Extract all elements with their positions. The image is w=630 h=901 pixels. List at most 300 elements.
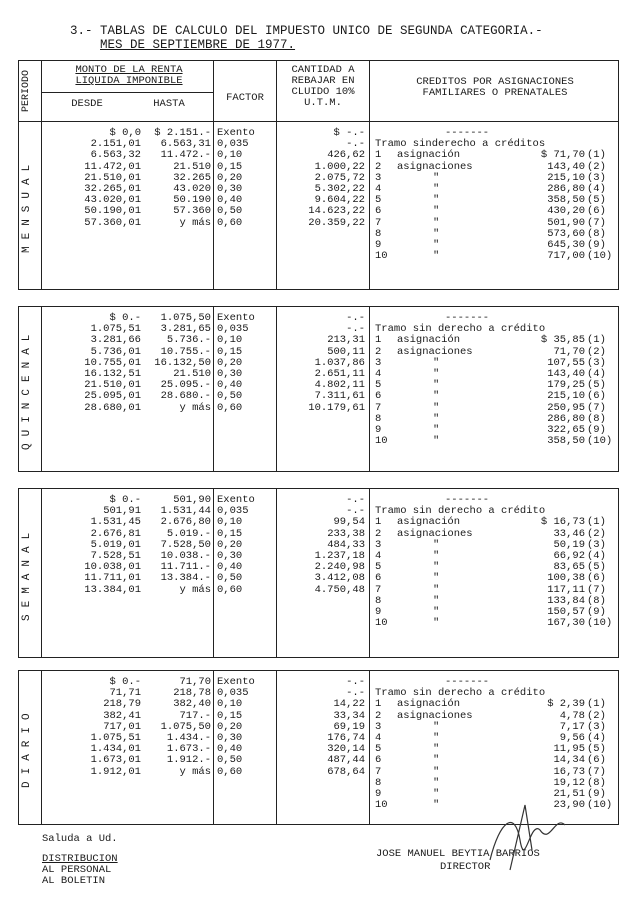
credit-word: " (433, 606, 440, 618)
credit-word: asignaciones (397, 345, 473, 358)
credit-amount: 9,56 (559, 732, 585, 744)
hasta-cell: 7.528,50 (160, 538, 211, 551)
credit-word: " (433, 379, 440, 392)
credit-count: 2 (375, 709, 382, 722)
credit-index: (8) (587, 227, 606, 240)
cantidad-cell: 1.037,86 (314, 356, 365, 369)
desde-cell: 16.132,51 (84, 368, 141, 380)
distribution-line-1: AL PERSONAL (42, 864, 112, 876)
credit-index: (8) (587, 412, 606, 425)
cantidad-cell: 500,11 (327, 345, 365, 358)
factor-cell: 0,60 (217, 216, 243, 229)
section-quincenal (18, 306, 619, 472)
credit-word: " (433, 171, 440, 184)
credit-word: " (433, 401, 440, 414)
credit-count: 1 (375, 516, 382, 529)
hasta-cell: 32.265 (173, 171, 211, 184)
credit-index: (1) (587, 334, 606, 347)
hasta-cell: 5.736.- (166, 334, 211, 347)
credit-count: 7 (375, 401, 382, 414)
credit-count: 8 (375, 776, 382, 789)
hasta-cell: 1.434.- (166, 732, 211, 744)
credit-word: " (433, 799, 440, 812)
desde-cell: 501,91 (103, 505, 141, 518)
desde-cell: $ 0.- (109, 676, 141, 688)
credit-count: 2 (375, 527, 382, 540)
credit-count: 9 (375, 788, 382, 800)
credit-count: 6 (375, 754, 382, 767)
factor-cell: 0,10 (217, 698, 243, 711)
credit-amount: 358,50 (547, 194, 585, 207)
hasta-cell: 10.755.- (160, 345, 211, 358)
credits-dashes: ------- (445, 312, 490, 324)
hasta-cell: 50.190 (173, 194, 211, 207)
credit-word: asignaciones (397, 709, 473, 722)
credit-index: (2) (587, 160, 606, 173)
credit-index: (8) (587, 594, 606, 607)
credit-index: (9) (587, 239, 606, 251)
desde-cell: 43.020,01 (84, 194, 141, 207)
header-desde: DESDE (71, 98, 103, 110)
cantidad-cell: 14.623,22 (308, 205, 365, 218)
desde-cell: 1.912,01 (90, 765, 141, 778)
desde-cell: 71,71 (109, 687, 141, 700)
credit-index: (4) (587, 368, 606, 380)
cantidad-cell: -.- (346, 138, 365, 151)
credit-word: " (433, 250, 440, 263)
factor-cell: 0,15 (217, 709, 243, 722)
credit-amount: 645,30 (547, 239, 585, 251)
cantidad-cell: 213,31 (327, 334, 365, 347)
credit-index: (3) (587, 538, 606, 551)
credit-word: asignación (397, 334, 461, 347)
hasta-cell: 11.472.- (160, 149, 211, 162)
desde-cell: 5.019,01 (90, 538, 141, 551)
credit-count: 10 (375, 435, 388, 448)
credit-amount: 50,19 (553, 538, 585, 551)
cantidad-cell: 3.412,08 (314, 572, 365, 585)
credit-count: 1 (375, 334, 382, 347)
desde-cell: 7.528,51 (90, 550, 141, 562)
factor-cell: 0,30 (217, 183, 243, 195)
desde-cell: 2.676,81 (90, 527, 141, 540)
credit-count: 2 (375, 160, 382, 173)
credit-word: " (433, 550, 440, 562)
desde-cell: 1.531,45 (90, 516, 141, 529)
credits-dashes: ------- (445, 494, 490, 506)
hasta-cell: 1.075,50 (160, 312, 211, 324)
credit-index: (5) (587, 561, 606, 574)
closing-salutation: Saluda a Ud. (42, 833, 118, 845)
factor-cell: 0,50 (217, 754, 243, 767)
hasta-cell: y más (179, 216, 211, 229)
credit-count: 5 (375, 194, 382, 207)
cantidad-cell: -.- (346, 494, 365, 506)
distribution-line-2: AL BOLETIN (42, 875, 106, 887)
factor-cell: 0,10 (217, 334, 243, 347)
hasta-cell: 10.038.- (160, 550, 211, 562)
credit-word: asignación (397, 149, 461, 162)
header-monto: MONTO DE LA RENTA LIQUIDA IMPONIBLE (75, 64, 183, 87)
cantidad-cell: 5.302,22 (314, 183, 365, 195)
factor-cell: 0,15 (217, 527, 243, 540)
desde-cell: $ 0.- (109, 312, 141, 324)
tramo-label: Tramo sin derecho a crédito (375, 687, 546, 700)
desde-cell: 25.095,01 (84, 390, 141, 403)
credit-word: asignación (397, 516, 461, 529)
credit-amount: 7,17 (559, 720, 585, 733)
desde-cell: 6.563,32 (90, 149, 141, 162)
credit-count: 3 (375, 171, 382, 184)
cantidad-cell: 484,33 (327, 538, 365, 551)
credit-amount: 215,10 (547, 171, 585, 184)
credit-index: (3) (587, 720, 606, 733)
credit-count: 4 (375, 183, 382, 195)
desde-cell: 28.680,01 (84, 401, 141, 414)
credit-index: (9) (587, 606, 606, 618)
factor-cell: Exento (217, 312, 255, 324)
signer-role: DIRECTOR (440, 861, 491, 873)
desde-cell: 382,41 (103, 709, 141, 722)
credit-count: 3 (375, 356, 382, 369)
hasta-cell: 3.281,65 (160, 323, 211, 336)
credit-count: 9 (375, 239, 382, 251)
desde-cell: 2.151,01 (90, 138, 141, 151)
hasta-cell: y más (179, 401, 211, 414)
desde-cell: 717,01 (103, 720, 141, 733)
credit-amount: 358,50 (547, 435, 585, 448)
credit-index: (5) (587, 379, 606, 392)
credit-word: " (433, 390, 440, 403)
credit-index: (10) (587, 617, 613, 630)
header-cantidad: CANTIDAD A REBAJAR EN CLUIDO 10% U.T.M. (291, 64, 355, 109)
hasta-cell: 57.360 (173, 205, 211, 218)
credit-index: (1) (587, 698, 606, 711)
credit-word: " (433, 617, 440, 630)
credit-count: 5 (375, 561, 382, 574)
credit-index: (2) (587, 345, 606, 358)
cantidad-cell: 1.237,18 (314, 550, 365, 562)
credit-index: (5) (587, 743, 606, 756)
period-label: MENSUAL (21, 157, 33, 254)
credit-word: " (433, 194, 440, 207)
credit-word: " (433, 435, 440, 448)
desde-cell: 50.190,01 (84, 205, 141, 218)
cantidad-cell: 4.802,11 (314, 379, 365, 392)
factor-cell: 0,30 (217, 368, 243, 380)
credit-count: 5 (375, 379, 382, 392)
cantidad-cell: 1.000,22 (314, 160, 365, 173)
hasta-cell: 21.510 (173, 160, 211, 173)
hasta-cell: 71,70 (179, 676, 211, 688)
credit-amount: 71,70 (553, 345, 585, 358)
cantidad-cell: 69,19 (333, 720, 365, 733)
hasta-cell: $ 2.151.- (154, 127, 211, 139)
distribution-heading: DISTRIBUCION (42, 853, 118, 865)
credit-count: 10 (375, 617, 388, 630)
factor-cell: 0,50 (217, 390, 243, 403)
credit-index: (7) (587, 216, 606, 229)
factor-cell: 0,10 (217, 149, 243, 162)
cantidad-cell: 33,34 (333, 709, 365, 722)
desde-cell: 1.673,01 (90, 754, 141, 767)
credits-dashes: ------- (445, 676, 490, 688)
credit-count: 8 (375, 594, 382, 607)
period-label: DIARIO (21, 706, 33, 789)
factor-cell: 0,20 (217, 171, 243, 184)
credit-amount: 322,65 (547, 424, 585, 436)
credit-word: " (433, 776, 440, 789)
credit-amount: 23,90 (553, 799, 585, 812)
credit-word: " (433, 743, 440, 756)
credit-count: 3 (375, 538, 382, 551)
hasta-cell: 5.019.- (166, 527, 211, 540)
hasta-cell: 1.673.- (166, 743, 211, 756)
credit-index: (2) (587, 709, 606, 722)
credit-amount: 11,95 (553, 743, 585, 756)
factor-cell: 0,10 (217, 516, 243, 529)
desde-cell: 3.281,66 (90, 334, 141, 347)
credit-amount: 286,80 (547, 183, 585, 195)
cantidad-cell: 7.311,61 (314, 390, 365, 403)
credit-amount: 16,73 (553, 765, 585, 778)
desde-cell: 218,79 (103, 698, 141, 711)
credit-index: (1) (587, 516, 606, 529)
cantidad-cell: -.- (346, 687, 365, 700)
desde-cell: 1.434,01 (90, 743, 141, 756)
desde-cell: 32.265,01 (84, 183, 141, 195)
credit-word: " (433, 227, 440, 240)
credit-count: 10 (375, 799, 388, 812)
cantidad-cell: 2.240,98 (314, 561, 365, 574)
credit-amount: 143,40 (547, 368, 585, 380)
desde-cell: 21.510,01 (84, 171, 141, 184)
credit-count: 4 (375, 368, 382, 380)
cantidad-cell: -.- (346, 312, 365, 324)
credit-index: (10) (587, 799, 613, 812)
cantidad-cell: 9.604,22 (314, 194, 365, 207)
credit-word: " (433, 183, 440, 195)
credit-amount: 250,95 (547, 401, 585, 414)
desde-cell: 13.384,01 (84, 583, 141, 596)
credit-amount: 21,51 (553, 788, 585, 800)
credit-amount: 167,30 (547, 617, 585, 630)
credit-count: 6 (375, 205, 382, 218)
hasta-cell: y más (179, 765, 211, 778)
credit-count: 1 (375, 698, 382, 711)
hasta-cell: 382,40 (173, 698, 211, 711)
credit-amount: $ 16,73 (540, 516, 585, 529)
cantidad-cell: 20.359,22 (308, 216, 365, 229)
credit-word: " (433, 538, 440, 551)
desde-cell: 5.736,01 (90, 345, 141, 358)
credit-index: (2) (587, 527, 606, 540)
credit-amount: 717,00 (547, 250, 585, 263)
credit-word: " (433, 356, 440, 369)
hasta-cell: 1.075,50 (160, 720, 211, 733)
cantidad-cell: 426,62 (327, 149, 365, 162)
cantidad-cell: 14,22 (333, 698, 365, 711)
cantidad-cell: 10.179,61 (308, 401, 365, 414)
credit-amount: 4,78 (559, 709, 585, 722)
handwritten-signature (470, 800, 580, 880)
period-label: SEMANAL (21, 525, 33, 621)
desde-cell: 57.360,01 (84, 216, 141, 229)
tramo-label: Tramo sin derecho a crédito (375, 505, 546, 518)
credit-word: " (433, 424, 440, 436)
credit-index: (6) (587, 754, 606, 767)
hasta-cell: 717.- (179, 709, 211, 722)
credit-index: (5) (587, 194, 606, 207)
cantidad-cell: -.- (346, 323, 365, 336)
credit-amount: 14,34 (553, 754, 585, 767)
factor-cell: 0,40 (217, 379, 243, 392)
cantidad-cell: 99,54 (333, 516, 365, 529)
credit-index: (9) (587, 788, 606, 800)
hasta-cell: 16.132,50 (154, 356, 211, 369)
credit-count: 8 (375, 227, 382, 240)
desde-cell: 1.075,51 (90, 732, 141, 744)
section-semanal (18, 488, 619, 658)
credit-amount: 100,38 (547, 572, 585, 585)
cantidad-cell: -.- (346, 505, 365, 518)
credit-amount: 179,25 (547, 379, 585, 392)
credit-index: (7) (587, 401, 606, 414)
hasta-cell: 1.531,44 (160, 505, 211, 518)
desde-cell: 1.075,51 (90, 323, 141, 336)
credit-amount: 83,65 (553, 561, 585, 574)
credit-word: asignaciones (397, 160, 473, 173)
cantidad-cell: $ -.- (333, 127, 365, 139)
factor-cell: 0,50 (217, 205, 243, 218)
credit-amount: 150,57 (547, 606, 585, 618)
hasta-cell: 218,78 (173, 687, 211, 700)
credit-amount: 133,84 (547, 594, 585, 607)
credit-count: 3 (375, 720, 382, 733)
document-title (70, 24, 543, 52)
factor-cell: 0,20 (217, 356, 243, 369)
hasta-cell: 501,90 (173, 494, 211, 506)
signer-name: JOSE MANUEL BEYTIA BARRIOS (376, 848, 540, 860)
credit-count: 2 (375, 345, 382, 358)
credits-dashes: ------- (445, 127, 490, 139)
hasta-cell: 2.676,80 (160, 516, 211, 529)
factor-cell: 0,035 (217, 323, 249, 336)
credit-amount: 33,46 (553, 527, 585, 540)
credit-index: (7) (587, 765, 606, 778)
credit-index: (10) (587, 250, 613, 263)
factor-cell: 0,40 (217, 561, 243, 574)
period-label: QUINCENAL (21, 327, 33, 451)
credit-word: " (433, 754, 440, 767)
hasta-cell: 28.680.- (160, 390, 211, 403)
credit-index: (3) (587, 171, 606, 184)
factor-cell: 0,50 (217, 572, 243, 585)
credit-count: 6 (375, 390, 382, 403)
credit-word: " (433, 765, 440, 778)
credit-count: 10 (375, 250, 388, 263)
hasta-cell: y más (179, 583, 211, 596)
hasta-cell: 13.384.- (160, 572, 211, 585)
factor-cell: Exento (217, 676, 255, 688)
factor-cell: 0,60 (217, 401, 243, 414)
credit-amount: 573,60 (547, 227, 585, 240)
header-creditos: CREDITOS POR ASIGNACIONES FAMILIARES O PRENATALES (416, 76, 574, 99)
credit-index: (4) (587, 732, 606, 744)
factor-cell: 0,15 (217, 160, 243, 173)
hasta-cell: 25.095.- (160, 379, 211, 392)
credit-word: " (433, 205, 440, 218)
factor-cell: Exento (217, 494, 255, 506)
factor-cell: Exento (217, 127, 255, 139)
header-factor: FACTOR (226, 92, 264, 104)
credit-index: (3) (587, 356, 606, 369)
factor-cell: 0,40 (217, 194, 243, 207)
credit-index: (6) (587, 205, 606, 218)
credit-amount: $ 71,70 (540, 149, 585, 162)
cantidad-cell: 176,74 (327, 732, 365, 744)
hasta-cell: 1.912.- (166, 754, 211, 767)
credit-index: (4) (587, 183, 606, 195)
desde-cell: 11.472,01 (84, 160, 141, 173)
desde-cell: 10.755,01 (84, 356, 141, 369)
factor-cell: 0,60 (217, 765, 243, 778)
desde-cell: 11.711,01 (84, 572, 141, 585)
desde-cell: 10.038,01 (84, 561, 141, 574)
tramo-label: Tramo sin derecho a crédito (375, 323, 546, 336)
credit-amount: 430,20 (547, 205, 585, 218)
factor-cell: 0,30 (217, 550, 243, 562)
credit-index: (1) (587, 149, 606, 162)
credit-amount: 286,80 (547, 412, 585, 425)
credit-amount: 19,12 (553, 776, 585, 789)
credit-count: 1 (375, 149, 382, 162)
cantidad-cell: 2.075,72 (314, 171, 365, 184)
credit-word: " (433, 720, 440, 733)
header-hasta: HASTA (153, 98, 185, 110)
cantidad-cell: 487,44 (327, 754, 365, 767)
factor-cell: 0,30 (217, 732, 243, 744)
credit-amount: 501,90 (547, 216, 585, 229)
header-periodo: PERIODO (21, 70, 32, 113)
factor-cell: 0,035 (217, 505, 249, 518)
credit-count: 7 (375, 216, 382, 229)
credit-count: 7 (375, 765, 382, 778)
factor-cell: 0,15 (217, 345, 243, 358)
credit-amount: 117,11 (547, 583, 585, 596)
factor-cell: 0,035 (217, 138, 249, 151)
factor-cell: 0,035 (217, 687, 249, 700)
credit-count: 9 (375, 606, 382, 618)
hasta-cell: 43.020 (173, 183, 211, 195)
credit-amount: 66,92 (553, 550, 585, 562)
cantidad-cell: 4.750,48 (314, 583, 365, 596)
credit-index: (8) (587, 776, 606, 789)
desde-cell: $ 0,0 (109, 127, 141, 139)
cantidad-cell: 678,64 (327, 765, 365, 778)
credit-word: " (433, 594, 440, 607)
credit-word: asignación (397, 698, 461, 711)
credit-count: 7 (375, 583, 382, 596)
credit-count: 4 (375, 732, 382, 744)
section-mensual (18, 121, 619, 290)
cantidad-cell: -.- (346, 676, 365, 688)
tramo-label: Tramo sinderecho a créditos (375, 138, 546, 151)
credit-word: " (433, 788, 440, 800)
table-header (18, 60, 619, 122)
credit-word: " (433, 368, 440, 380)
credit-word: " (433, 412, 440, 425)
